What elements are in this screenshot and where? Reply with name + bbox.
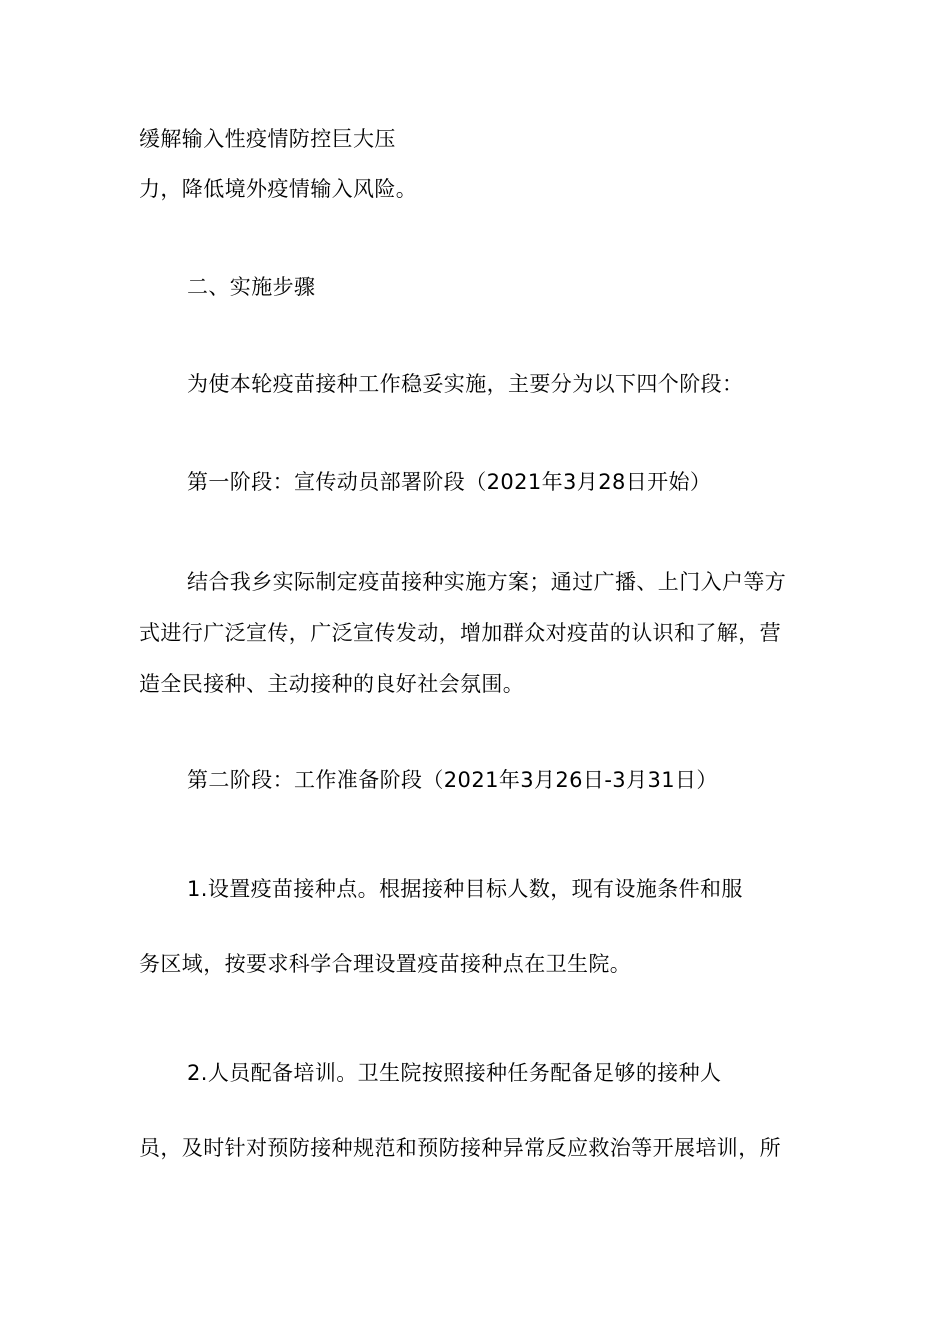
- item-one-line-2: 务区域，按要求科学合理设置疫苗接种点在卫生院。: [139, 952, 632, 976]
- stage-one-text-line-3: 造全民接种、主动接种的良好社会氛围。: [139, 672, 525, 696]
- item-two-line-2: 员，及时针对预防接种规范和预防接种异常反应救治等开展培训，所: [139, 1136, 781, 1160]
- stage-one-text-line-1: 结合我乡实际制定疫苗接种实施方案；通过广播、上门入户等方: [187, 570, 787, 594]
- section-heading: 二、实施步骤: [187, 275, 316, 299]
- stage-two-heading: 第二阶段：工作准备阶段（2021年3月26日-3月31日）: [187, 768, 718, 792]
- item-two-line-1: 2.人员配备培训。卫生院按照接种任务配备足够的接种人: [187, 1061, 722, 1085]
- paragraph-line-1: 缓解输入性疫情防控巨大压: [139, 127, 396, 151]
- stage-one-heading: 第一阶段：宣传动员部署阶段（2021年3月28日开始）: [187, 470, 712, 494]
- item-one-line-1: 1.设置疫苗接种点。根据接种目标人数，现有设施条件和服: [187, 877, 743, 901]
- stage-one-text-line-2: 式进行广泛宣传，广泛宣传发动，增加群众对疫苗的认识和了解，营: [139, 621, 781, 645]
- intro-sentence: 为使本轮疫苗接种工作稳妥实施，主要分为以下四个阶段：: [187, 372, 744, 396]
- paragraph-line-2: 力，降低境外疫情输入风险。: [139, 177, 418, 201]
